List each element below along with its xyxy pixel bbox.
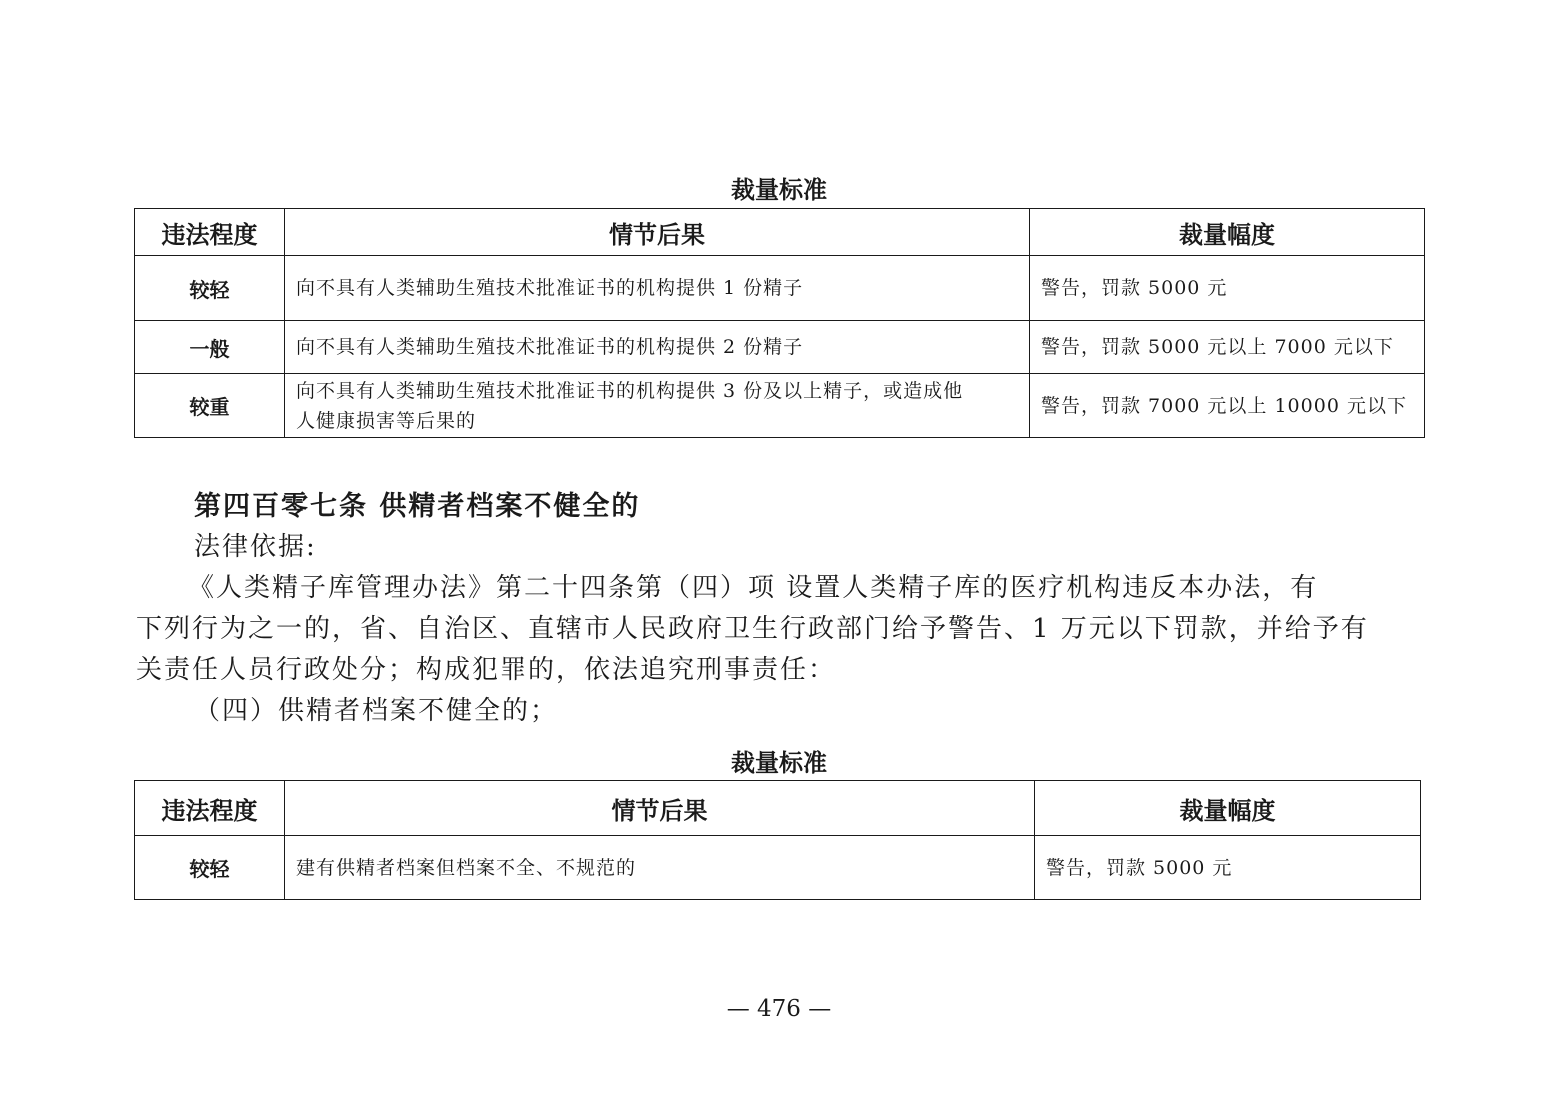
legal-basis-line: 关责任人员行政处分；构成犯罪的，依法追究刑事责任： [136, 655, 837, 685]
table-1-caption: 裁量标准 [731, 176, 827, 204]
header-circumstance: 情节后果 [285, 781, 1035, 836]
circumstance-line: 人健康损害等后果的 [296, 409, 477, 432]
table-row [135, 256, 1425, 321]
penalty-cell: 警告，罚款 5000 元以上 7000 元以下 [1030, 321, 1425, 374]
circumstance-line: 向不具有人类辅助生殖技术批准证书的机构提供 3 份及以上精子，或造成他 [296, 379, 964, 402]
level-cell: 一般 [135, 321, 285, 374]
circumstance-cell: 向不具有人类辅助生殖技术批准证书的机构提供 2 份精子 [285, 321, 1030, 374]
penalty-cell: 警告，罚款 5000 元 [1030, 256, 1425, 321]
penalty-cell: 警告，罚款 7000 元以上 10000 元以下 [1030, 374, 1425, 438]
legal-basis-line: 下列行为之一的，省、自治区、直辖市人民政府卫生行政部门给予警告、1 万元以下罚款，并给予有 [136, 614, 1369, 644]
table-1-header-row [135, 209, 1425, 256]
level-cell: 较重 [135, 374, 285, 438]
header-violation-degree: 违法程度 [135, 209, 285, 256]
level-cell: 较轻 [135, 256, 285, 321]
article-heading: 第四百零七条 供精者档案不健全的 [194, 491, 641, 522]
circumstance-cell: 向不具有人类辅助生殖技术批准证书的机构提供 1 份精子 [285, 256, 1030, 321]
table-2 [134, 780, 1421, 900]
table-row [135, 321, 1425, 374]
level-cell: 较轻 [135, 836, 285, 900]
header-circumstance: 情节后果 [285, 209, 1030, 256]
table-1 [134, 208, 1425, 438]
legal-item: （四）供精者档案不健全的； [194, 696, 559, 726]
circumstance-cell [285, 374, 1030, 438]
header-violation-degree: 违法程度 [135, 781, 285, 836]
legal-basis-line: 《人类精子库管理办法》第二十四条第（四）项 设置人类精子库的医疗机构违反本办法，有 [188, 573, 1319, 603]
table-2-caption: 裁量标准 [731, 749, 827, 777]
table-row [135, 374, 1425, 438]
header-penalty-range: 裁量幅度 [1035, 781, 1421, 836]
table-2-header-row [135, 781, 1421, 836]
penalty-cell: 警告，罚款 5000 元 [1035, 836, 1421, 900]
header-penalty-range: 裁量幅度 [1030, 209, 1425, 256]
circumstance-cell: 建有供精者档案但档案不全、不规范的 [285, 836, 1035, 900]
page-number: — 476 — [726, 996, 832, 1022]
legal-basis-label: 法律依据: [194, 532, 317, 562]
table-row [135, 836, 1421, 900]
